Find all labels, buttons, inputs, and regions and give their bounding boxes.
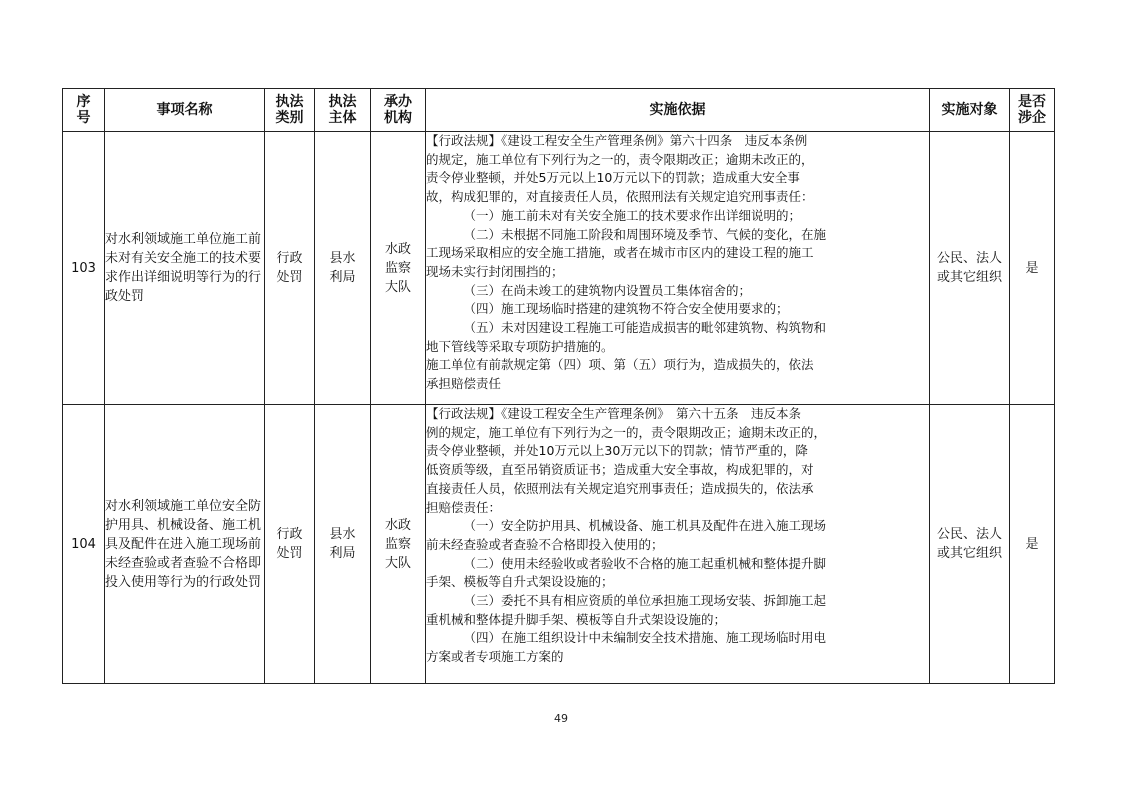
row-category: 行政处罚 <box>265 132 315 405</box>
enforcement-table <box>62 88 1055 684</box>
row-seq: 104 <box>63 405 105 684</box>
basis-line: 故，构成犯罪的，对直接责任人员，依照刑法有关规定追究刑事责任： <box>426 189 814 205</box>
basis-line: （一）安全防护用具、机械设备、施工机具及配件在进入施工现场 <box>463 518 827 534</box>
row-item-name: 对水利领域施工单位安全防护用具、机械设备、施工机具及配件在进入施工现场前未经查验或者查验不合格即投入使用等行为的行政处罚 <box>105 405 265 684</box>
row-enterprise: 是 <box>1010 132 1055 405</box>
row-org: 水政监察大队 <box>371 132 426 405</box>
table-row <box>63 405 1055 684</box>
basis-line: 地下管线等采取专项防护措施的。 <box>426 338 614 354</box>
row-subject: 县水利局 <box>315 405 371 684</box>
row-target: 公民、法人或其它组织 <box>930 132 1010 405</box>
row-subject: 县水利局 <box>315 132 371 405</box>
basis-line: 手架、模板等自升式架设设施的； <box>426 574 614 590</box>
basis-line: （一）施工前未对有关安全施工的技术要求作出详细说明的； <box>463 207 802 223</box>
basis-line: 承担赔偿责任 <box>426 376 502 392</box>
basis-line: 重机械和整体提升脚手架、模板等自升式架设设施的； <box>426 611 727 627</box>
basis-line: 现场未实行封闭围挡的； <box>426 263 564 279</box>
basis-line: 施工单位有前款规定第（四）项、第（五）项行为，造成损失的，依法 <box>426 357 814 373</box>
header-enterprise: 是否涉企 <box>1010 89 1055 132</box>
row-basis <box>426 405 930 684</box>
basis-line: （二）未根据不同施工阶段和周围环境及季节、气候的变化，在施 <box>463 226 827 242</box>
basis-line: 的规定，施工单位有下列行为之一的，责令限期改正；逾期未改正的， <box>426 151 814 167</box>
page-number: 49 <box>554 712 568 725</box>
table-row <box>63 132 1055 405</box>
header-subject: 执法主体 <box>315 89 371 132</box>
basis-line: 工现场采取相应的安全施工措施，或者在城市市区内的建设工程的施工 <box>426 245 814 261</box>
row-item-name: 对水利领域施工单位施工前未对有关安全施工的技术要求作出详细说明等行为的行政处罚 <box>105 132 265 405</box>
basis-line: （二）使用未经验收或者验收不合格的施工起重机械和整体提升脚 <box>463 555 827 571</box>
basis-line: 责令停业整顿，并处5万元以上10万元以下的罚款；造成重大安全事 <box>426 170 800 186</box>
row-org: 水政监察大队 <box>371 405 426 684</box>
basis-line: 前未经查验或者查验不合格即投入使用的； <box>426 536 664 552</box>
basis-line: 方案或者专项施工方案的 <box>426 649 564 665</box>
header-org: 承办机构 <box>371 89 426 132</box>
basis-line: 直接责任人员，依照刑法有关规定追究刑事责任；造成损失的，依法承 <box>426 480 814 496</box>
header-name: 事项名称 <box>105 89 265 132</box>
basis-line: 【行政法规】《建设工程安全生产管理条例》 第六十五条 违反本条 <box>426 406 802 421</box>
basis-line: （四）施工现场临时搭建的建筑物不符合安全使用要求的； <box>463 301 789 317</box>
basis-line: （三）在尚未竣工的建筑物内设置员工集体宿舍的； <box>463 282 752 298</box>
row-basis <box>426 132 930 405</box>
basis-line: 【行政法规】《建设工程安全生产管理条例》第六十四条 违反本条例 <box>426 133 808 148</box>
basis-line: （四）在施工组织设计中未编制安全技术措施、施工现场临时用电 <box>463 630 827 646</box>
row-seq: 103 <box>63 132 105 405</box>
header-seq: 序号 <box>63 89 105 132</box>
basis-line: （五）未对因建设工程施工可能造成损害的毗邻建筑物、构筑物和 <box>463 320 827 336</box>
header-category: 执法类别 <box>265 89 315 132</box>
row-target: 公民、法人或其它组织 <box>930 405 1010 684</box>
basis-line: 低资质等级，直至吊销资质证书；造成重大安全事故，构成犯罪的，对 <box>426 462 814 478</box>
row-category: 行政处罚 <box>265 405 315 684</box>
row-enterprise: 是 <box>1010 405 1055 684</box>
basis-line: 责令停业整顿，并处10万元以上30万元以下的罚款；情节严重的，降 <box>426 443 808 459</box>
basis-line: （三）委托不具有相应资质的单位承担施工现场安装、拆卸施工起 <box>463 593 827 609</box>
basis-line: 例的规定，施工单位有下列行为之一的，责令限期改正；逾期未改正的， <box>426 424 827 440</box>
basis-line: 担赔偿责任： <box>426 499 502 515</box>
header-target: 实施对象 <box>930 89 1010 132</box>
header-basis: 实施依据 <box>426 89 930 132</box>
header-row <box>63 89 1055 132</box>
